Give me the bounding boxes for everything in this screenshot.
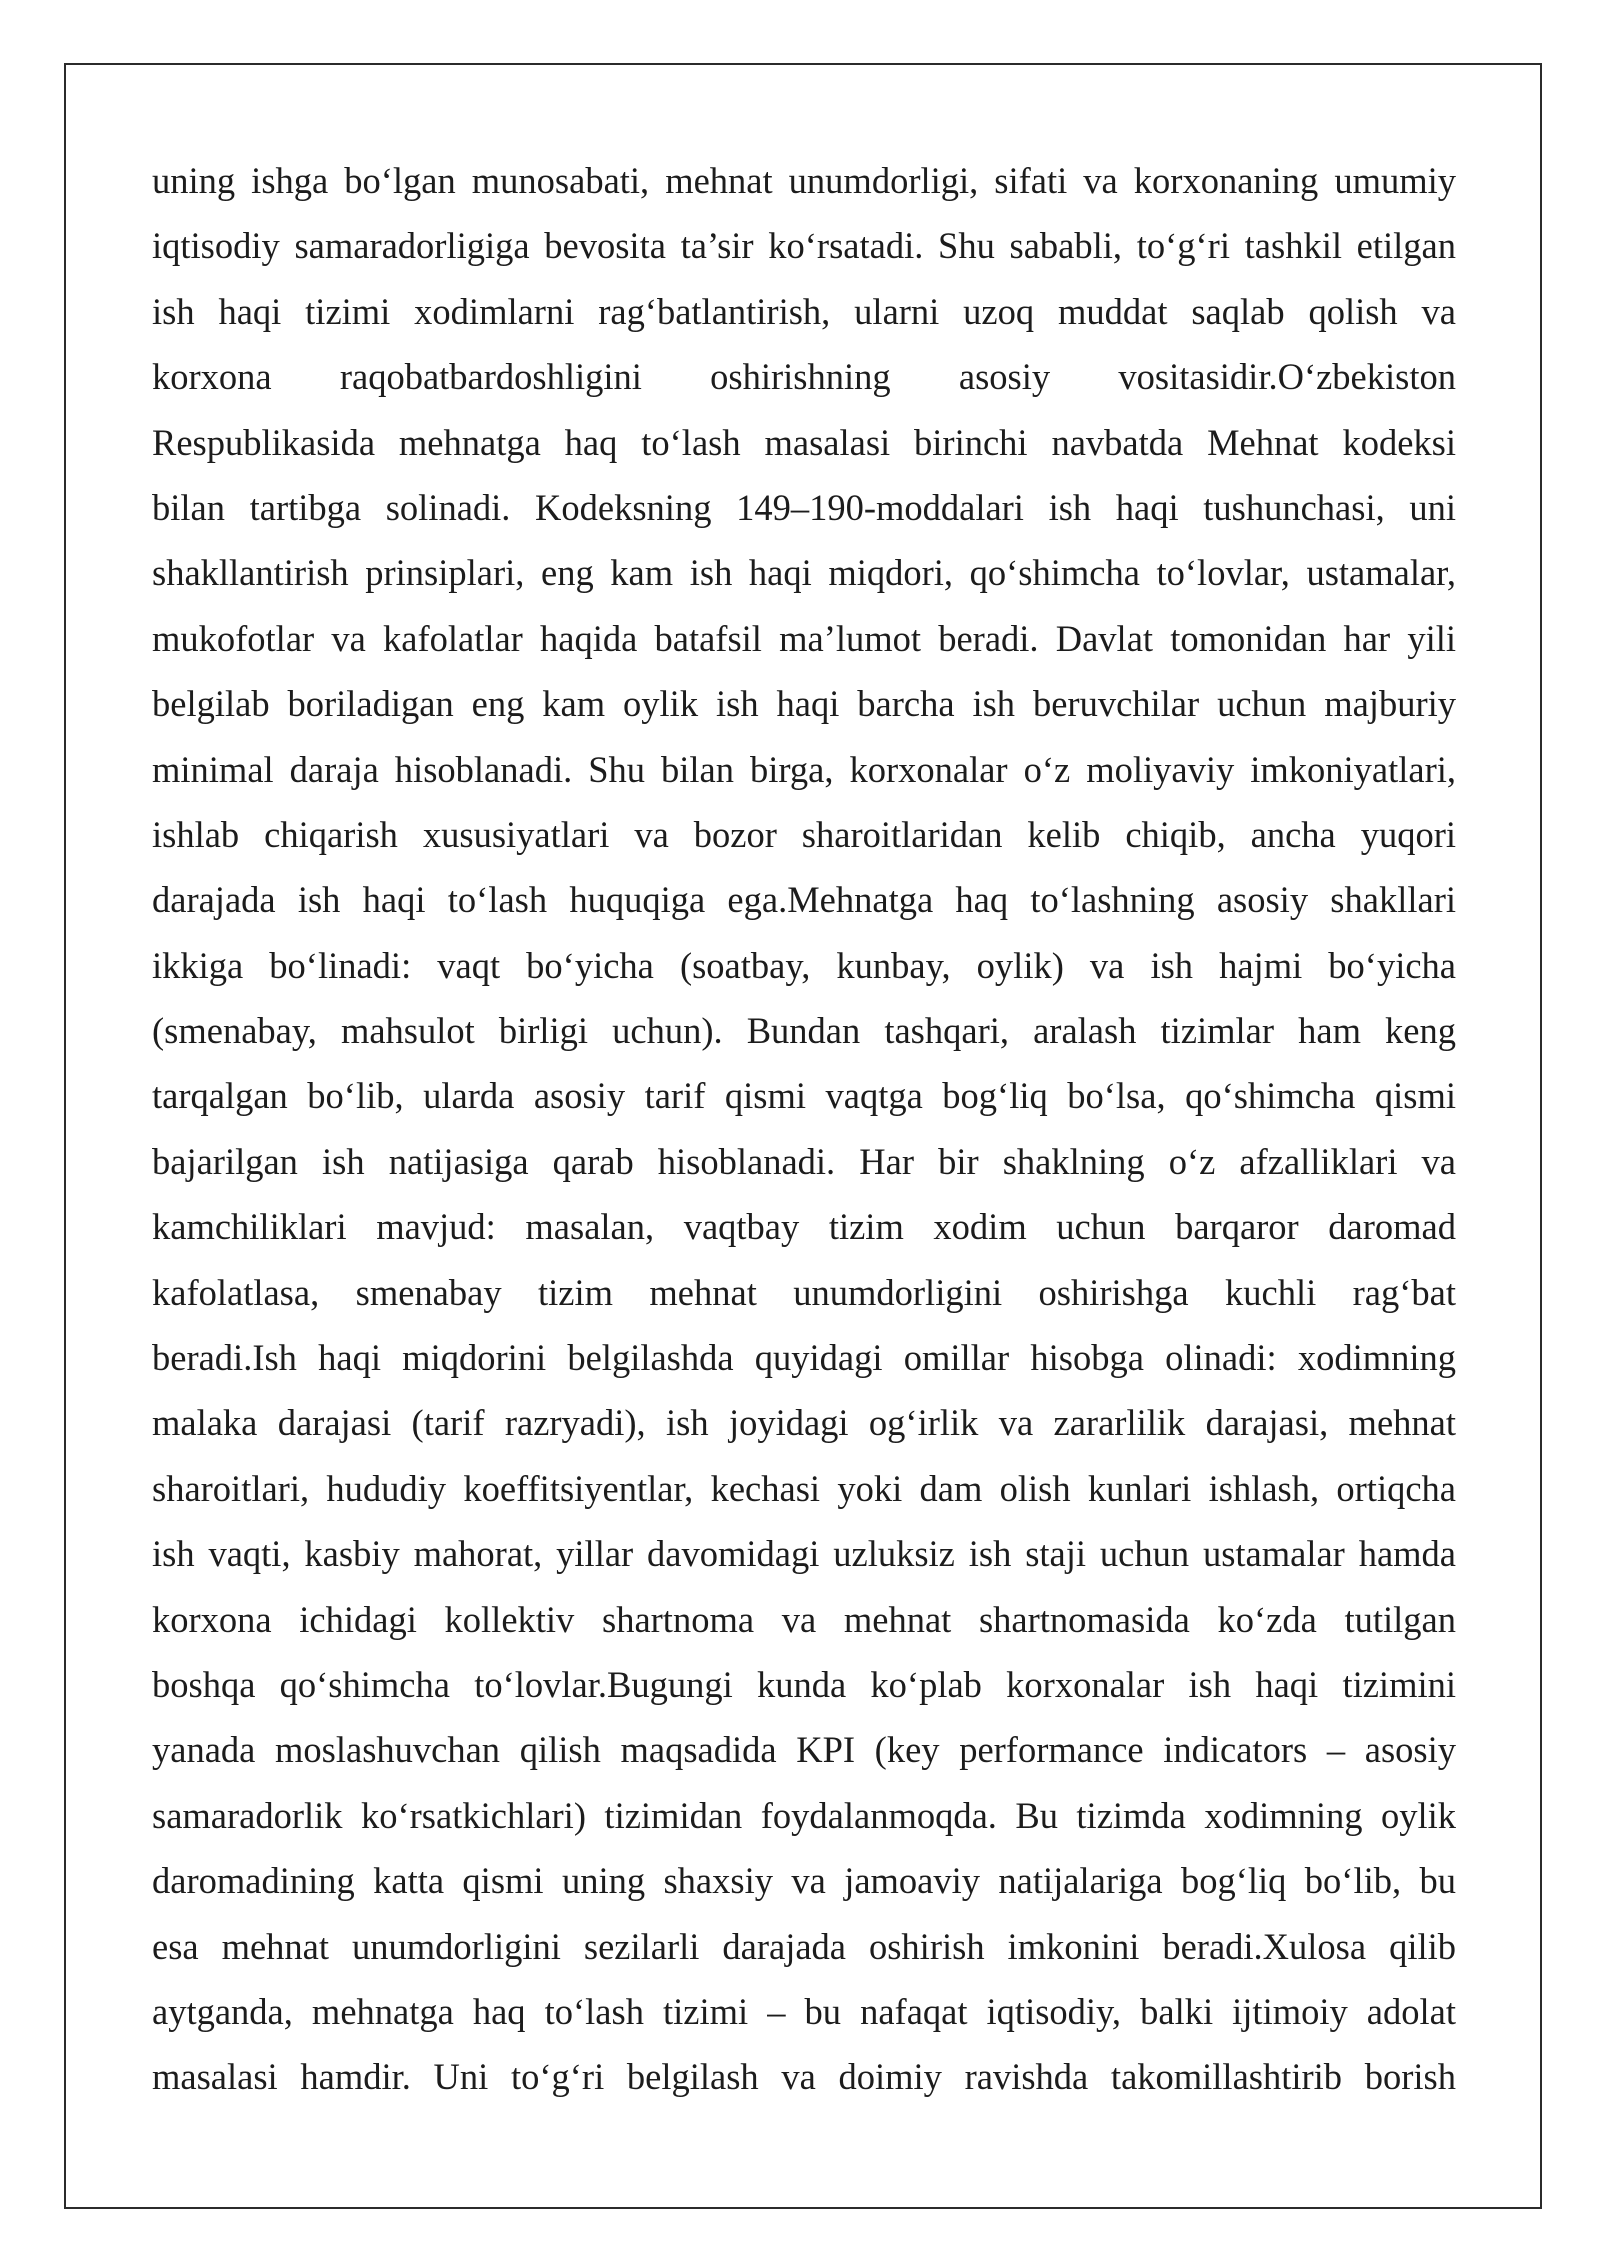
text-line: kafolatlasa, smenabay tizim mehnat unumdorligini oshirishga kuchli rag‘bat [152, 1271, 1456, 1313]
text-line: belgilab boriladigan eng kam oylik ish haqi barcha ish beruvchilar uchun majburiy [152, 683, 1456, 725]
text-line: daromadining katta qismi uning shaxsiy va jamoaviy natijalariga bog‘liq bo‘lib, bu [152, 1860, 1456, 1902]
text-line: uning ishga bo‘lgan munosabati, mehnat unumdorligi, sifati va korxonaning umumiy [152, 160, 1456, 201]
text-line: beradi.Ish haqi miqdorini belgilashda quyidagi omillar hisobga olinadi: xodimning [152, 1337, 1456, 1379]
text-line: sharoitlari, hududiy koeffitsiyentlar, kechasi yoki dam olish kunlari ishlash, ortiqcha [152, 1467, 1456, 1509]
text-line: esa mehnat unumdorligini sezilarli darajada oshirish imkonini beradi.Xulosa qilib [152, 1925, 1456, 1967]
text-line: bajarilgan ish natijasiga qarab hisoblanadi. Har bir shaklning o‘z afzalliklari va [152, 1140, 1456, 1182]
text-line: ishlab chiqarish xususiyatlari va bozor sharoitlaridan kelib chiqib, ancha yuqori [152, 813, 1456, 855]
text-line: masalasi hamdir. Uni to‘g‘ri belgilash va doimiy ravishda takomillashtirib borish [152, 2056, 1456, 2098]
text-line: korxona raqobatbardoshligini oshirishning asosiy vositasidir.O‘zbekiston [152, 356, 1456, 398]
text-line: kamchiliklari mavjud: masalan, vaqtbay tizim xodim uchun barqaror daromad [152, 1206, 1456, 1248]
text-line: malaka darajasi (tarif razryadi), ish joyidagi og‘irlik va zararlilik darajasi, mehnat [152, 1402, 1456, 1444]
text-line: iqtisodiy samaradorligiga bevosita ta’sir ko‘rsatadi. Shu sababli, to‘g‘ri tashkil etilgan [152, 225, 1456, 267]
text-line: darajada ish haqi to‘lash huquqiga ega.Mehnatga haq to‘lashning asosiy shakllari [152, 879, 1456, 921]
text-line: samaradorlik ko‘rsatkichlari) tizimidan foydalanmoqda. Bu tizimda xodimning oylik [152, 1794, 1456, 1836]
text-line: (smenabay, mahsulot birligi uchun). Bundan tashqari, aralash tizimlar ham keng [152, 1010, 1456, 1052]
text-line: mukofotlar va kafolatlar haqida batafsil ma’lumot beradi. Davlat tomonidan har yili [152, 617, 1456, 659]
text-line: ish vaqti, kasbiy mahorat, yillar davomidagi uzluksiz ish staji uchun ustamalar hamda [152, 1533, 1456, 1575]
text-line: boshqa qo‘shimcha to‘lovlar.Bugungi kunda ko‘plab korxonalar ish haqi tizimini [152, 1663, 1456, 1705]
text-line: bilan tartibga solinadi. Kodeksning 149–190-moddalari ish haqi tushunchasi, uni [152, 486, 1456, 528]
text-line: aytganda, mehnatga haq to‘lash tizimi – bu nafaqat iqtisodiy, balki ijtimoiy adolat [152, 1990, 1456, 2032]
text-line: tarqalgan bo‘lib, ularda asosiy tarif qismi vaqtga bog‘liq bo‘lsa, qo‘shimcha qismi [152, 1075, 1456, 1117]
text-line: yanada moslashuvchan qilish maqsadida KPI (key performance indicators – asosiy [152, 1729, 1456, 1771]
text-line: ikkiga bo‘linadi: vaqt bo‘yicha (soatbay, kunbay, oylik) va ish hajmi bo‘yicha [152, 944, 1456, 986]
text-line: shakllantirish prinsiplari, eng kam ish haqi miqdori, qo‘shimcha to‘lovlar, ustamalar, [152, 552, 1456, 594]
text-line: minimal daraja hisoblanadi. Shu bilan birga, korxonalar o‘z moliyaviy imkoniyatlari, [152, 748, 1456, 790]
text-line: korxona ichidagi kollektiv shartnoma va mehnat shartnomasida ko‘zda tutilgan [152, 1598, 1456, 1640]
text-line: Respublikasida mehnatga haq to‘lash masalasi birinchi navbatda Mehnat kodeksi [152, 421, 1456, 463]
text-line: ish haqi tizimi xodimlarni rag‘batlantirish, ularni uzoq muddat saqlab qolish va [152, 290, 1456, 332]
body-text [152, 148, 1456, 2110]
